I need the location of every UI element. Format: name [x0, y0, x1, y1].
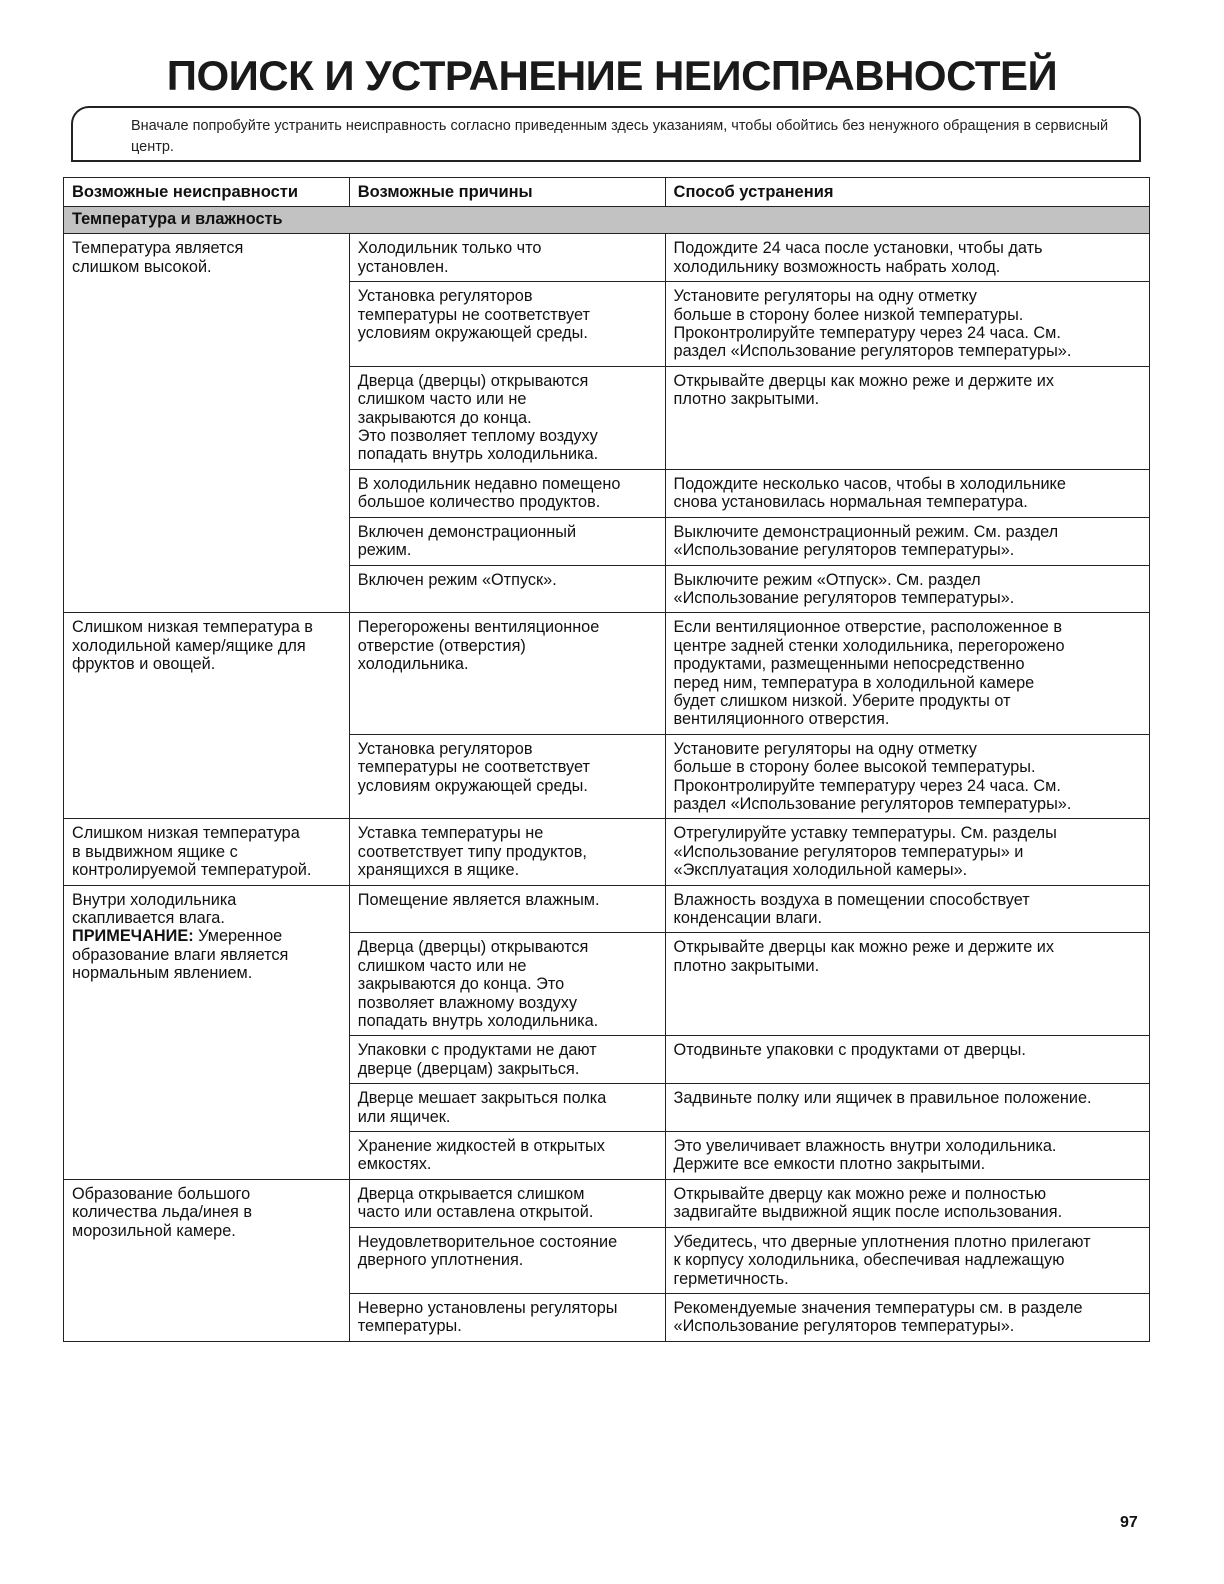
- section-row: [64, 207, 1150, 234]
- solution-cell: Подождите несколько часов, чтобы в холодильнике снова установилась нормальная температура.: [665, 469, 1149, 517]
- header-problems: Возможные неисправности: [64, 178, 350, 207]
- solution-cell: Выключите режим «Отпуск». См. раздел «Использование регуляторов температуры».: [665, 565, 1149, 613]
- solution-cell: Установите регуляторы на одну отметку больше в сторону более высокой температуры. Проконтролируйте температуру через 24 часа. См. раздел «Использование регуляторов температуры».: [665, 734, 1149, 819]
- solution-cell: Влажность воздуха в помещении способствует конденсации влаги.: [665, 885, 1149, 933]
- solution-cell: Открывайте дверцы как можно реже и держите их плотно закрытыми.: [665, 366, 1149, 469]
- table-row: [64, 613, 1150, 734]
- header-causes: Возможные причины: [349, 178, 665, 207]
- cause-cell: Дверца открывается слишком часто или оставлена открытой.: [349, 1179, 665, 1227]
- cause-cell: Дверца (дверцы) открываются слишком часто или не закрываются до конца. Это позволяет влажному воздуху попадать внутрь холодильника.: [349, 933, 665, 1036]
- cause-cell: Включен демонстрационный режим.: [349, 517, 665, 565]
- intro-box: [71, 106, 1141, 162]
- page-title: ПОИСК И УСТРАНЕНИЕ НЕИСПРАВНОСТЕЙ: [166, 52, 1058, 99]
- cause-cell: В холодильник недавно помещено большое количество продуктов.: [349, 469, 665, 517]
- solution-cell: Отодвиньте упаковки с продуктами от дверцы.: [665, 1036, 1149, 1084]
- header-solutions: Способ устранения: [665, 178, 1149, 207]
- problem-cell: [64, 234, 350, 613]
- table-header-row: [64, 178, 1150, 207]
- cause-cell: Помещение является влажным.: [349, 885, 665, 933]
- intro-text: Вначале попробуйте устранить неисправность согласно приведенным здесь указаниям, чтобы обойтись без ненужного обращения в сервисный центр.: [131, 118, 1109, 155]
- problem-text: Слишком низкая температура в выдвижном ящике с контролируемой температурой.: [72, 824, 312, 880]
- page-number: 97: [1120, 1514, 1138, 1531]
- cause-cell: Хранение жидкостей в открытых емкостях.: [349, 1132, 665, 1180]
- cause-cell: Упаковки с продуктами не дают дверце (дверцам) закрыться.: [349, 1036, 665, 1084]
- cause-cell: Неверно установлены регуляторы температуры.: [349, 1293, 665, 1341]
- cause-cell: Дверце мешает закрыться полка или ящичек.: [349, 1084, 665, 1132]
- solution-cell: Открывайте дверцу как можно реже и полностью задвигайте выдвижной ящик после использования.: [665, 1179, 1149, 1227]
- solution-cell: Открывайте дверцы как можно реже и держите их плотно закрытыми.: [665, 933, 1149, 1036]
- cause-cell: Дверца (дверцы) открываются слишком часто или не закрываются до конца. Это позволяет теплому воздуху попадать внутрь холодильника.: [349, 366, 665, 469]
- troubleshooting-table: [63, 177, 1150, 1342]
- table-row: [64, 819, 1150, 885]
- problem-cell: [64, 819, 350, 885]
- note-label: ПРИМЕЧАНИЕ:: [72, 927, 194, 946]
- cause-cell: Холодильник только что установлен.: [349, 234, 665, 282]
- cause-cell: Перегорожены вентиляционное отверстие (отверстия) холодильника.: [349, 613, 665, 734]
- solution-cell: Отрегулируйте уставку температуры. См. разделы «Использование регуляторов температуры» и «Эксплуатация холодильной камеры».: [665, 819, 1149, 885]
- solution-cell: Установите регуляторы на одну отметку больше в сторону более низкой температуры. Проконтролируйте температуру через 24 часа. См. раздел «Использование регуляторов температуры».: [665, 282, 1149, 367]
- problem-cell: [64, 1179, 350, 1341]
- solution-cell: Задвиньте полку или ящичек в правильное положение.: [665, 1084, 1149, 1132]
- table-row: [64, 1179, 1150, 1227]
- problem-text: Образование большого количества льда/инея в морозильной камере.: [72, 1184, 252, 1240]
- cause-cell: Включен режим «Отпуск».: [349, 565, 665, 613]
- cause-cell: Установка регуляторов температуры не соответствует условиям окружающей среды.: [349, 734, 665, 819]
- table-row: [64, 885, 1150, 933]
- solution-cell: Подождите 24 часа после установки, чтобы дать холодильнику возможность набрать холод.: [665, 234, 1149, 282]
- problem-text: Слишком низкая температура в холодильной камер/ящике для фруктов и овощей.: [72, 618, 313, 674]
- solution-cell: Рекомендуемые значения температуры см. в разделе «Использование регуляторов температуры».: [665, 1293, 1149, 1341]
- solution-cell: Убедитесь, что дверные уплотнения плотно прилегают к корпусу холодильника, обеспечивая надлежащую герметичность.: [665, 1227, 1149, 1293]
- cause-cell: Установка регуляторов температуры не соответствует условиям окружающей среды.: [349, 282, 665, 367]
- solution-cell: Это увеличивает влажность внутри холодильника. Держите все емкости плотно закрытыми.: [665, 1132, 1149, 1180]
- problem-cell: [64, 613, 350, 819]
- section-title: Температура и влажность: [64, 207, 1150, 234]
- note-text: Умеренное образование влаги является нормальным явлением.: [72, 927, 289, 983]
- solution-cell: Выключите демонстрационный режим. См. раздел «Использование регуляторов температуры».: [665, 517, 1149, 565]
- problem-text: Температура является слишком высокой.: [72, 239, 244, 276]
- problem-cell: [64, 885, 350, 1179]
- table-row: [64, 234, 1150, 282]
- solution-cell: Если вентиляционное отверстие, расположенное в центре задней стенки холодильника, перегорожено продуктами, размещенными непосредственно перед ним, температура в холодильной камере будет слишком низкой. Уберите продукты от вентиляционного отверстия.: [665, 613, 1149, 734]
- cause-cell: Уставка температуры не соответствует типу продуктов, хранящихся в ящике.: [349, 819, 665, 885]
- problem-text: Внутри холодильника скапливается влага.: [72, 890, 237, 927]
- cause-cell: Неудовлетворительное состояние дверного уплотнения.: [349, 1227, 665, 1293]
